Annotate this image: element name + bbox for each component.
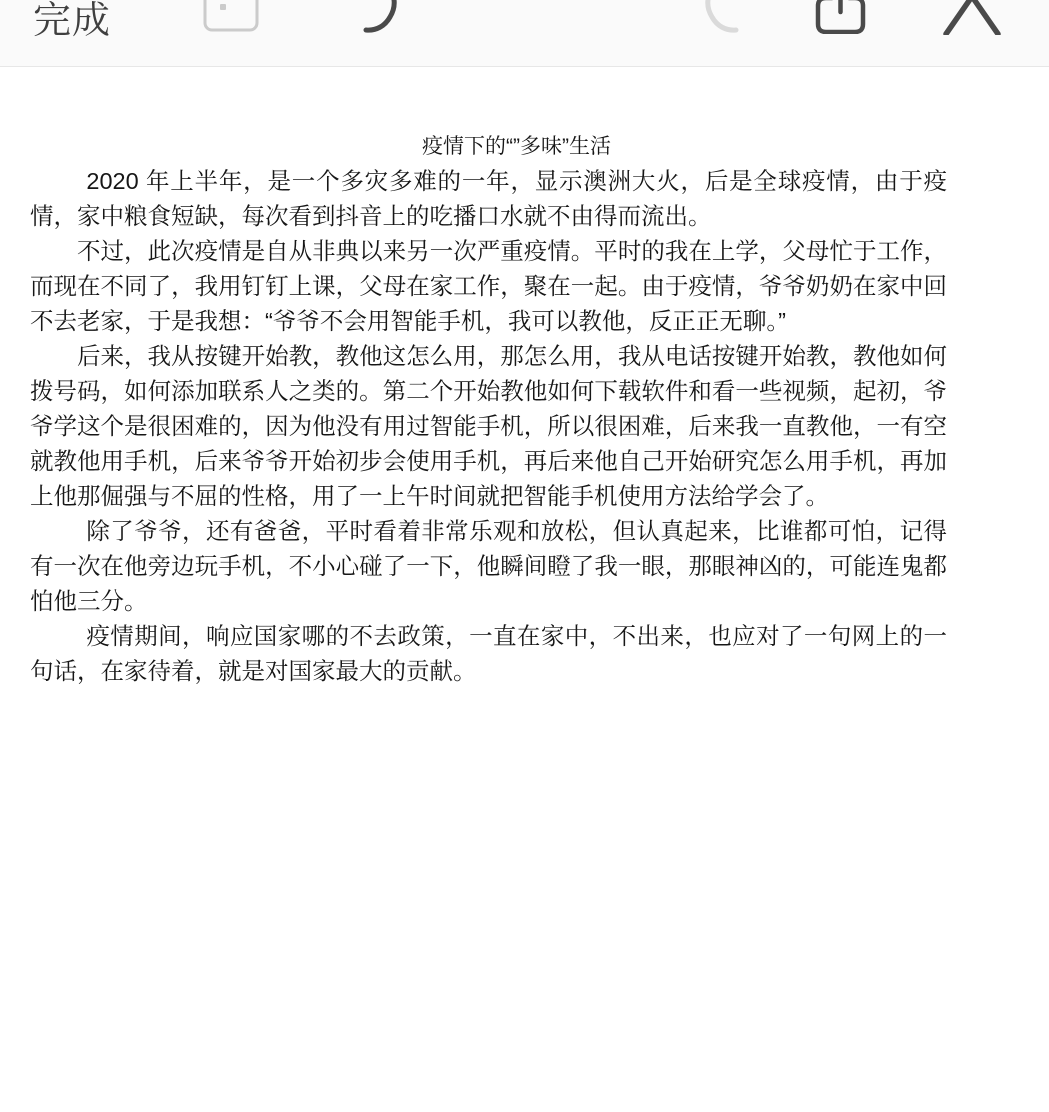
document-page[interactable] — [0, 67, 1049, 1111]
paragraph: 除了爷爷，还有爸爸，平时看着非常乐观和放松，但认真起来，比谁都可怕，记得有一次在他旁边玩手机，不小心碰了一下，他瞬间瞪了我一眼，那眼神凶的，可能连鬼都怕他三分。 — [30, 518, 947, 614]
paragraph: 不过，此次疫情是自从非典以来另一次严重疫情。平时的我在上学，父母忙于工作，而现在不同了，我用钉钉上课，父母在家工作，聚在一起。由于疫情，爷爷奶奶在家中回不去老家，于是我想：“爷爷不会用智能手机，我可以教他，反正正无聊。” — [30, 238, 947, 334]
paragraph: 2020 年上半年，是一个多灾多难的一年，显示澳洲大火，后是全球疫情，由于疫情，家中粮食短缺，每次看到抖音上的吃播口水就不由得而流出。 — [30, 168, 947, 229]
keyboard-icon[interactable] — [203, 0, 259, 37]
done-button[interactable]: 完成 — [33, 0, 111, 44]
toolbar — [0, 0, 1049, 67]
document-body — [30, 164, 947, 689]
share-icon[interactable] — [813, 0, 869, 39]
close-icon[interactable] — [943, 0, 1001, 40]
redo-icon[interactable] — [698, 0, 746, 43]
document-title: 疫情下的“”多味”生活 — [422, 135, 611, 158]
paragraph: 后来，我从按键开始教，教他这怎么用，那怎么用，我从电话按键开始教，教他如何拨号码，如何添加联系人之类的。第二个开始教他如何下载软件和看一些视频，起初，爷爷学这个是很困难的，因为他没有用过智能手机，所以很困难，后来我一直教他，一有空就教他用手机，后来爷爷开始初步会使用手机，再后来他自己开始研究怎么用手机，再加上他那倔强与不屈的性格，用了一上午时间就把智能手机使用方法给学会了。 — [30, 343, 947, 509]
paragraph: 疫情期间，响应国家哪的不去政策，一直在家中，不出来，也应对了一句网上的一句话，在家待着，就是对国家最大的贡献。 — [30, 623, 947, 684]
undo-icon[interactable] — [352, 0, 400, 43]
